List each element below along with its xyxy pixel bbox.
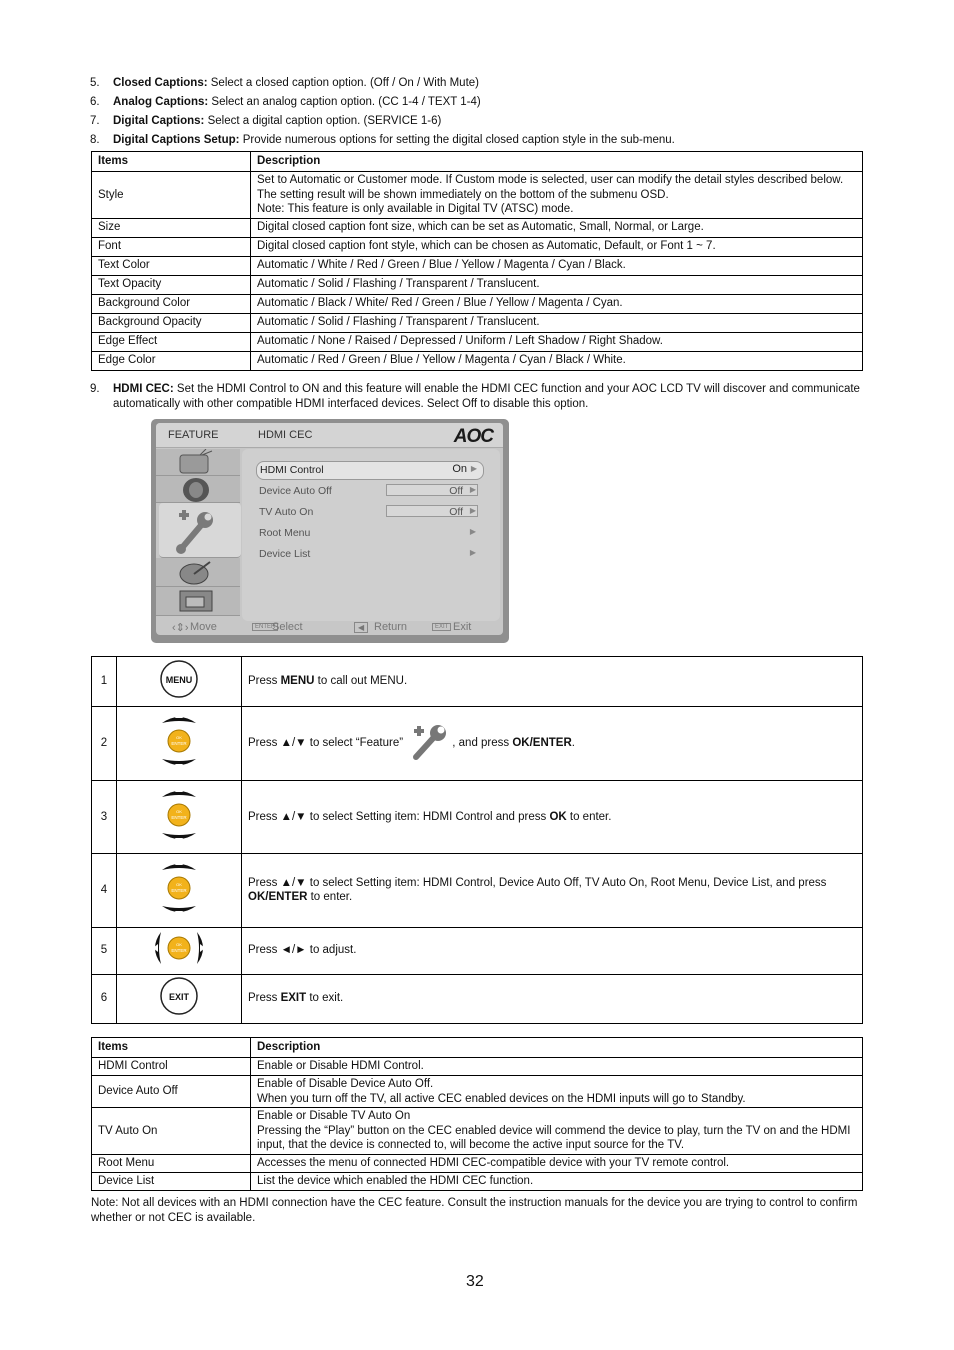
page-number: 32 xyxy=(466,1273,484,1290)
caption-options-list xyxy=(90,76,870,148)
list-item: 6. Analog Captions: Select an analog caption option. (CC 1-4 / TEXT 1-4) xyxy=(90,96,481,108)
table-row: Text Color Automatic / White / Red / Green / Blue / Yellow / Magenta / Cyan / Black. xyxy=(92,256,863,275)
table-row: TV Auto On Enable or Disable TV Auto On Pressing the “Play” button on the CEC enabled device will commend the device to play, turn the TV on and the HDMI input, that the device is connected to, will become the active input source for the TV. xyxy=(92,1108,863,1155)
pip-icon[interactable] xyxy=(156,587,240,616)
right-arrow-icon: ▶ xyxy=(469,527,476,536)
list-item: 8. Digital Captions Setup: Provide numerous options for setting the digital closed caption style in the sub-menu. xyxy=(90,134,675,146)
osd-item-device-auto-off[interactable]: Device Auto Off Off ▶ xyxy=(259,485,476,497)
table-row: Background Opacity Automatic / Solid / Flashing / Transparent / Translucent. xyxy=(92,313,863,332)
table-row: Edge Effect Automatic / None / Raised / Depressed / Uniform / Left Shadow / Right Shadow. xyxy=(92,332,863,351)
exit-key-icon: EXIT xyxy=(432,623,451,631)
step-row: 2 OK ENTER Press ▲/▼ to select “Feature” , and press OK/ENTER. xyxy=(92,707,863,781)
osd-submenu-title: HDMI CEC xyxy=(258,429,313,441)
osd-item-root-menu[interactable]: Root Menu ▶ xyxy=(259,527,476,539)
step-row: 4 OK ENTER Press ▲/▼ to select Setting item: HDMI Control, Device Auto Off, TV Auto On, Root Menu, Device List, and press OK/ENTER to enter. xyxy=(92,854,863,928)
svg-text:ENTER: ENTER xyxy=(171,888,187,893)
move-arrows-icon: ‹⇕› xyxy=(172,622,189,634)
enter-key-icon: ENTER xyxy=(252,623,278,631)
hdmi-cec-items-table xyxy=(91,1037,863,1191)
svg-text:OK: OK xyxy=(176,882,182,887)
osd-item-hdmi-control[interactable]: HDMI Control On ▶ xyxy=(256,461,484,480)
list-item: 5. Closed Captions: Select a closed caption option. (Off / On / With Mute) xyxy=(90,77,480,89)
osd-item-tv-auto-on[interactable]: TV Auto On Off ▶ xyxy=(259,506,476,518)
caption-setup-table xyxy=(91,151,863,371)
osd-menu-list xyxy=(242,449,500,621)
svg-text:OK: OK xyxy=(176,808,182,814)
svg-text:EXIT: EXIT xyxy=(168,992,190,1003)
cec-note: Note: Not all devices with an HDMI connection have the CEC feature. Consult the instruction manuals for the device you are trying to control to confirm whether or not CEC is available. xyxy=(91,1197,858,1224)
step-row: 6 EXIT Press EXIT to exit. xyxy=(92,974,863,1023)
table-row: Root Menu Accesses the menu of connected HDMI CEC-compatible device with your TV remote control. xyxy=(92,1154,863,1172)
right-arrow-icon: ▶ xyxy=(469,548,476,557)
header-description: Description xyxy=(251,152,863,172)
up-down-ok-pad-icon xyxy=(157,707,201,775)
svg-text:OK: OK xyxy=(176,735,182,740)
step-row: 1 MENU Press MENU to call out MENU. xyxy=(92,657,863,707)
svg-text:ENTER: ENTER xyxy=(171,948,187,954)
header-items: Items xyxy=(92,152,251,172)
right-arrow-icon: ▶ xyxy=(469,485,476,494)
feature-wrench-icon[interactable] xyxy=(159,503,241,558)
osd-tab-strip xyxy=(156,449,240,617)
list-item: 7. Digital Captions: Select a digital caption option. (SERVICE 1-6) xyxy=(90,115,442,127)
osd-category: FEATURE xyxy=(168,429,219,441)
table-row: Text Opacity Automatic / Solid / Flashing / Transparent / Translucent. xyxy=(92,275,863,294)
satellite-icon[interactable] xyxy=(156,558,240,587)
table-row: Background Color Automatic / Black / White/ Red / Green / Blue / Yellow / Magenta / Cyan. xyxy=(92,294,863,313)
list-item: 9. HDMI CEC: Set the HDMI Control to ON and this feature will enable the HDMI CEC function and your AOC LCD TV will discover and communicate automatically with other compatible HDMI interfaced devices. Select Off to disable this option. xyxy=(90,383,860,410)
table-row: Device List List the device which enabled the HDMI CEC function. xyxy=(92,1172,863,1190)
up-down-ok-pad-icon xyxy=(157,781,201,849)
return-key-icon: ◀ xyxy=(354,622,368,633)
aoc-logo: AOC xyxy=(453,426,493,447)
table-row: HDMI Control Enable or Disable HDMI Control. xyxy=(92,1058,863,1076)
svg-text:OK: OK xyxy=(176,942,182,948)
tv-icon[interactable] xyxy=(156,449,240,476)
speaker-icon[interactable] xyxy=(156,476,240,503)
steps-table xyxy=(91,656,863,1024)
step-row: 3 OK ENTER Press ▲/▼ to select Setting item: HDMI Control and press OK to enter. xyxy=(92,780,863,854)
osd-hdmi-cec-menu xyxy=(151,419,509,643)
table-header-row: Items Description xyxy=(92,1038,863,1058)
table-row: Device Auto Off Enable of Disable Device Auto Off. When you turn off the TV, all active CEC enabled devices on the HDMI inputs will go to Standby. xyxy=(92,1076,863,1108)
hdmi-cec-description xyxy=(90,382,862,411)
feature-wrench-icon xyxy=(406,723,452,763)
osd-item-device-list[interactable]: Device List ▶ xyxy=(259,548,476,560)
osd-header xyxy=(156,423,503,448)
menu-button-icon xyxy=(159,659,199,699)
exit-button-icon xyxy=(159,976,199,1016)
osd-footer: ‹⇕› Move ENTER Select ◀ Return EXIT Exit xyxy=(172,621,472,634)
table-row: Style Set to Automatic or Customer mode. If Custom mode is selected, user can modify the detail styles described below. The setting result will be shown immediately on the bottom of the submenu OSD. Note: This feature is only available in Digital TV (ATSC) mode. xyxy=(92,172,863,219)
step-row: 5 OK ENTER Press ◄/► to adjust. xyxy=(92,927,863,974)
svg-text:ENTER: ENTER xyxy=(171,741,187,746)
right-arrow-icon: ▶ xyxy=(469,506,476,515)
left-right-ok-pad-icon xyxy=(147,928,211,968)
svg-text:ENTER: ENTER xyxy=(171,814,187,820)
up-down-ok-pad-icon xyxy=(157,854,201,922)
table-row: Font Digital closed caption font style, which can be chosen as Automatic, Default, or Font 1 ~ 7. xyxy=(92,237,863,256)
table-row: Size Digital closed caption font size, which can be set as Automatic, Small, Normal, or Large. xyxy=(92,218,863,237)
svg-text:MENU: MENU xyxy=(165,675,193,686)
right-arrow-icon: ▶ xyxy=(470,464,477,473)
table-header-row xyxy=(92,152,863,172)
table-row: Edge Color Automatic / Red / Green / Blue / Yellow / Magenta / Cyan / Black / White. xyxy=(92,351,863,370)
